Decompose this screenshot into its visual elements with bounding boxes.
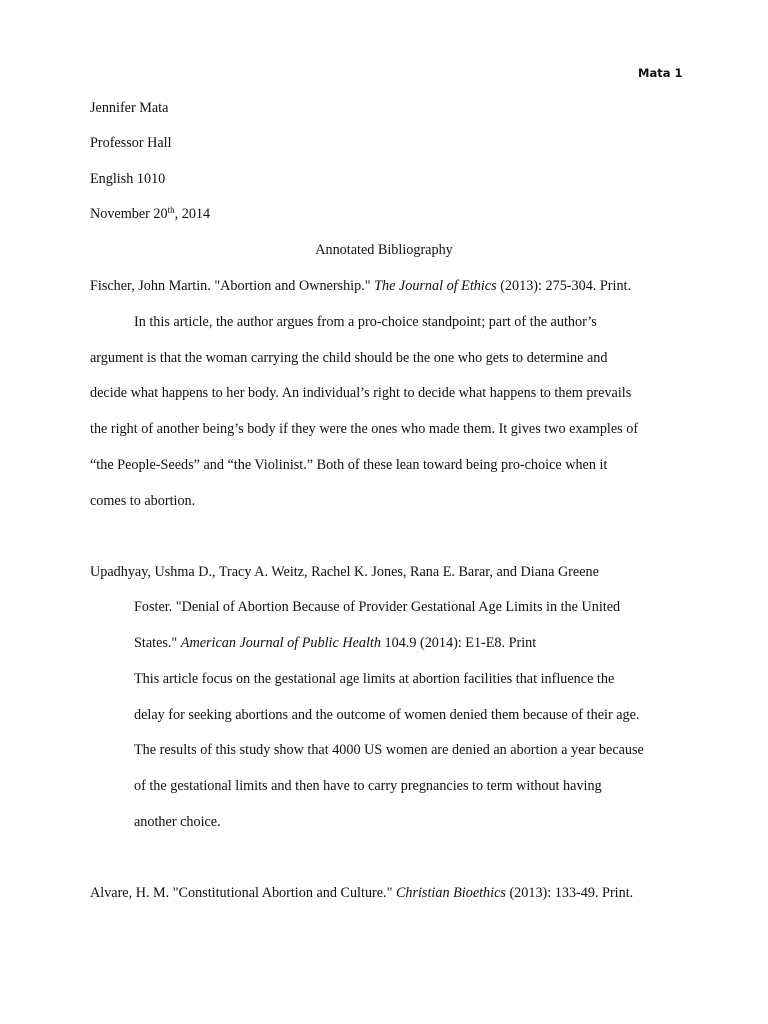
entry1-annotation-line: “the People-Seeds” and “the Violinist.” Both of these lean toward being pro-choice when it	[90, 457, 608, 473]
date-prefix: November 20	[90, 206, 168, 222]
entry2-annotation-line: of the gestational limits and then have to carry pregnancies to term without having	[134, 778, 602, 794]
entry3-citation-text: Alvare, H. M. "Constitutional Abortion and Culture."	[90, 885, 396, 901]
entry1-annotation-line: argument is that the woman carrying the child should be the one who gets to determine and	[90, 350, 608, 366]
entry2-annotation-line: The results of this study show that 4000 US women are denied an abortion a year because	[134, 742, 644, 758]
entry2-citation-details: 104.9 (2014): E1-E8. Print	[380, 635, 537, 651]
entry2-citation-text: States."	[134, 635, 181, 651]
entry1-annotation-line: In this article, the author argues from a pro-choice standpoint; part of the author’s	[134, 314, 597, 330]
heading-date	[90, 205, 210, 223]
entry2-citation-line: Upadhyay, Ushma D., Tracy A. Weitz, Rachel K. Jones, Rana E. Barar, and Diana Greene	[90, 564, 599, 580]
entry1-annotation-line: decide what happens to her body. An individual’s right to decide what happens to them prevails	[90, 385, 632, 401]
entry1-citation-text: Fischer, John Martin. "Abortion and Ownership."	[90, 278, 375, 294]
entry1-annotation-line: the right of another being’s body if they were the ones who made them. It gives two examples of	[90, 421, 639, 437]
date-suffix: , 2014	[174, 206, 211, 222]
heading-professor: Professor Hall	[90, 135, 172, 151]
entry1-citation-details: (2013): 275-304. Print.	[496, 278, 632, 294]
entry3-citation-details: (2013): 133-49. Print.	[505, 885, 634, 901]
date-superscript: th	[167, 205, 175, 215]
entry2-annotation-line: another choice.	[134, 814, 221, 830]
entry2-journal: American Journal of Public Health	[180, 635, 381, 651]
entry1-journal: The Journal of Ethics	[374, 278, 497, 294]
entry2-citation-line	[134, 634, 536, 652]
entry2-citation-line: Foster. "Denial of Abortion Because of Provider Gestational Age Limits in the United	[134, 599, 621, 615]
entry1-citation	[90, 277, 631, 295]
heading-author: Jennifer Mata	[90, 100, 169, 116]
running-header-page-number: Mata 1	[638, 66, 683, 80]
document-title: Annotated Bibliography	[315, 242, 453, 258]
heading-course: English 1010	[90, 171, 166, 187]
entry1-annotation-line: comes to abortion.	[90, 493, 196, 509]
entry3-journal: Christian Bioethics	[395, 885, 506, 901]
entry2-annotation-line: This article focus on the gestational age limits at abortion facilities that influence the	[134, 671, 615, 687]
entry3-citation	[90, 884, 633, 902]
entry2-annotation-line: delay for seeking abortions and the outcome of women denied them because of their age.	[134, 707, 640, 723]
